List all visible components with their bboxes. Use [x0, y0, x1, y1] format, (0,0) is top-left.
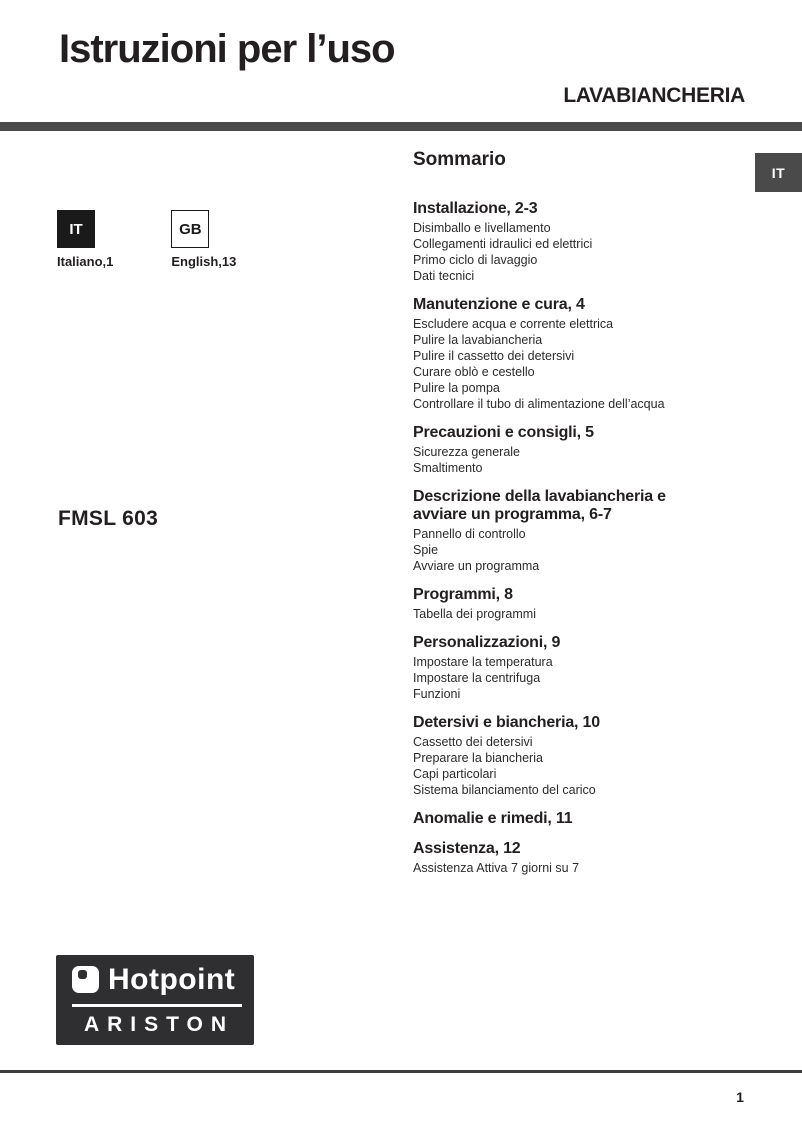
toc-section — [413, 840, 713, 876]
brand-divider — [72, 1004, 242, 1007]
toc-section-items — [413, 316, 713, 412]
toc-section-items — [413, 526, 713, 574]
toc-section — [413, 200, 713, 284]
toc-item: Pannello di controllo — [413, 527, 526, 541]
toc-section-items — [413, 444, 713, 476]
doc-type-label: LAVABIANCHERIA — [563, 84, 745, 107]
toc-section — [413, 424, 713, 476]
toc-section-title: Installazione, 2-3 — [413, 200, 538, 217]
toc-item: Impostare la centrifuga — [413, 671, 541, 685]
brand-name-hotpoint: Hotpoint — [108, 963, 236, 996]
toc-item: Dati tecnici — [413, 269, 475, 283]
toc-item: Pulire la pompa — [413, 381, 500, 395]
page-title: Istruzioni per l’uso — [59, 27, 395, 71]
toc-item: Primo ciclo di lavaggio — [413, 253, 538, 267]
toc-heading: Sommario — [413, 149, 506, 170]
toc-item: Sicurezza generale — [413, 445, 521, 459]
hotpoint-dot-icon — [78, 970, 87, 979]
toc-item: Sistema bilanciamento del carico — [413, 783, 596, 797]
language-tab-badge: IT — [755, 153, 802, 192]
language-list — [57, 210, 236, 269]
toc-section-title: Manutenzione e cura, 4 — [413, 296, 585, 313]
toc-section-title: Descrizione della lavabiancheria e avviare un programma, 6-7 — [413, 488, 666, 523]
language-label: Italiano,1 — [57, 254, 114, 269]
language-code-box: IT — [57, 210, 95, 248]
footer-rule — [0, 1070, 802, 1073]
brand-logo — [56, 955, 254, 1045]
toc-item: Tabella dei programmi — [413, 607, 536, 621]
toc-item: Collegamenti idraulici ed elettrici — [413, 237, 593, 251]
toc-item: Escludere acqua e corrente elettrica — [413, 317, 614, 331]
toc-item: Disimballo e livellamento — [413, 221, 551, 235]
toc-section-items — [413, 606, 713, 622]
toc-section-items — [413, 860, 713, 876]
model-number: FMSL 603 — [58, 507, 159, 530]
table-of-contents — [413, 149, 713, 888]
toc-section-title: Anomalie e rimedi, 11 — [413, 810, 573, 827]
toc-section — [413, 586, 713, 622]
toc-section — [413, 714, 713, 798]
language-item — [57, 210, 113, 269]
toc-item: Pulire il cassetto dei detersivi — [413, 349, 575, 363]
toc-item: Curare oblò e cestello — [413, 365, 535, 379]
toc-section-title: Precauzioni e consigli, 5 — [413, 424, 594, 441]
toc-item: Avviare un programma — [413, 559, 540, 573]
toc-item: Smaltimento — [413, 461, 483, 475]
toc-section-items — [413, 654, 713, 702]
toc-section — [413, 810, 713, 828]
toc-item: Funzioni — [413, 687, 461, 701]
toc-item: Preparare la biancheria — [413, 751, 543, 765]
toc-section-items — [413, 734, 713, 798]
toc-section — [413, 634, 713, 702]
page-number: 1 — [736, 1089, 744, 1105]
toc-section-title: Personalizzazioni, 9 — [413, 634, 561, 651]
toc-item: Impostare la temperatura — [413, 655, 553, 669]
toc-section-title: Programmi, 8 — [413, 586, 513, 603]
language-code-box: GB — [171, 210, 209, 248]
toc-section-title: Assistenza, 12 — [413, 840, 521, 857]
toc-item: Assistenza Attiva 7 giorni su 7 — [413, 861, 580, 875]
toc-item: Spie — [413, 543, 439, 557]
language-label: English,13 — [171, 254, 237, 269]
toc-item: Controllare il tubo di alimentazione dell’acqua — [413, 397, 665, 411]
toc-sections — [413, 200, 713, 876]
toc-item: Pulire la lavabiancheria — [413, 333, 543, 347]
hotpoint-square-icon — [72, 966, 99, 993]
toc-section — [413, 488, 713, 574]
toc-item: Capi particolari — [413, 767, 497, 781]
brand-logo-row — [72, 963, 236, 996]
language-item — [171, 210, 236, 269]
header-rule — [0, 122, 802, 131]
toc-item: Cassetto dei detersivi — [413, 735, 533, 749]
toc-section-items — [413, 220, 713, 284]
toc-section-title: Detersivi e biancheria, 10 — [413, 714, 600, 731]
toc-section — [413, 296, 713, 412]
brand-name-ariston: ARISTON — [83, 1013, 235, 1036]
